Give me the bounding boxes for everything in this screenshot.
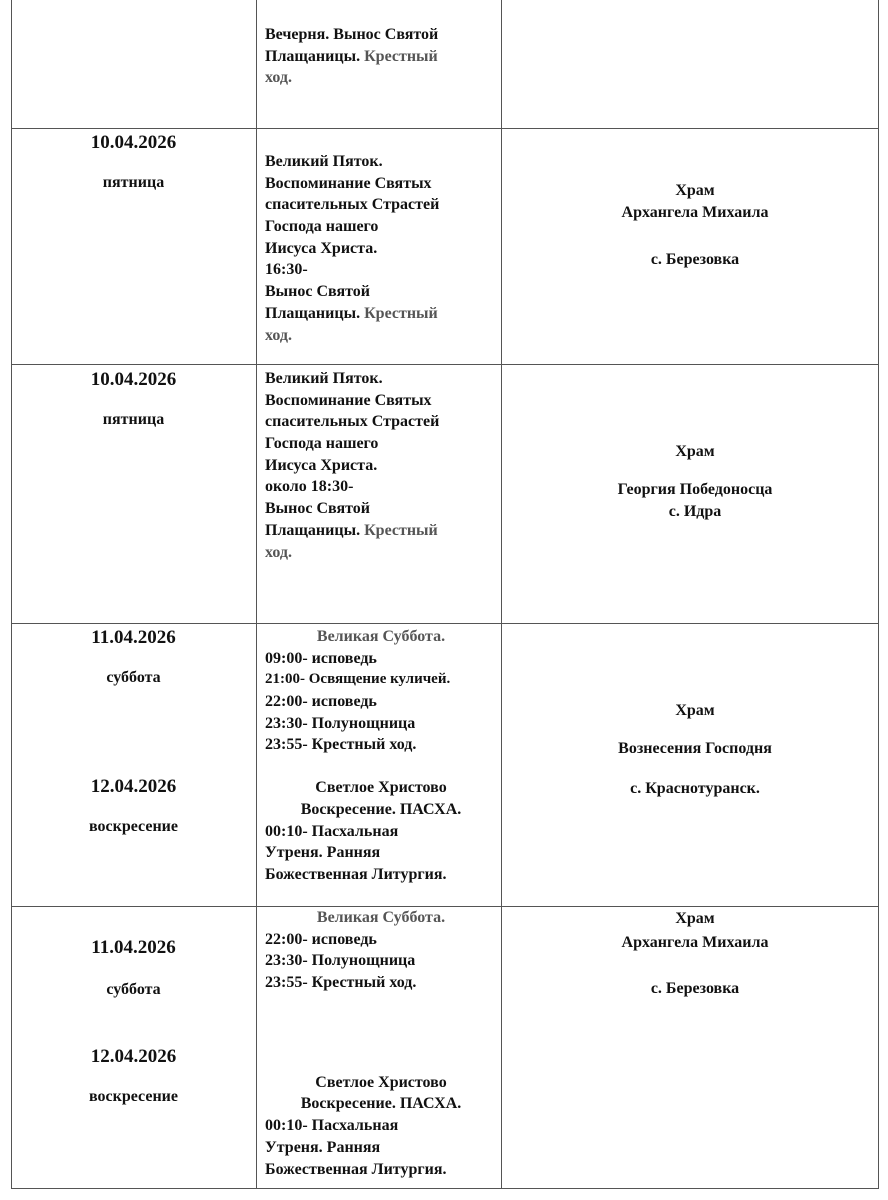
service-line: 22:00- исповедь: [265, 930, 377, 948]
service-line: Великая Суббота.: [316, 628, 446, 645]
service-line: Вынос Святой: [265, 500, 370, 518]
service-cell: [265, 368, 505, 563]
weekday: воскресение: [89, 818, 178, 835]
place-cell: [511, 908, 879, 1000]
service-cell: [265, 24, 505, 89]
service-line: Великая Суббота.: [316, 909, 446, 926]
service-line: Господа нашего: [265, 218, 379, 236]
place-type: Храм: [675, 910, 715, 927]
table-border-right: [878, 0, 879, 1189]
weekday: пятница: [102, 411, 165, 428]
service-line: ход.: [265, 326, 293, 344]
service-line: Светлое Христово: [315, 1073, 447, 1091]
service-line: Великий Пяток.: [265, 370, 383, 387]
service-line: Плащаницы. Крестный: [265, 521, 438, 539]
row-divider: [11, 623, 879, 624]
service-line: Вынос Святой: [265, 283, 370, 301]
service-line: Великий Пяток.: [265, 153, 383, 170]
church-name: Архангела Михаила: [621, 204, 769, 221]
place-type: Храм: [675, 702, 715, 719]
service-line: Вечерня. Вынос Святой: [265, 26, 439, 43]
schedule-table: [11, 0, 879, 1189]
service-line: 00:10- Пасхальная: [265, 822, 399, 840]
row-divider: [11, 364, 879, 365]
village: с. Идра: [668, 503, 722, 520]
service-line: Божественная Литургия.: [265, 865, 447, 883]
service-line: 22:00- исповедь: [265, 693, 377, 711]
church-name: Георгия Победоносца: [617, 481, 773, 498]
service-line: 00:10- Пасхальная: [265, 1117, 399, 1135]
service-line: Светлое Христово: [315, 779, 447, 797]
service-cell: [265, 151, 505, 346]
row-divider: [11, 128, 879, 129]
service-line: 23:55- Крестный ход.: [265, 736, 417, 754]
service-line: 23:30- Полунощница: [265, 714, 416, 732]
service-line: Божественная Литургия.: [265, 1160, 447, 1178]
village: с. Краснотуранск.: [630, 780, 760, 797]
place-cell: [511, 441, 879, 523]
date: 11.04.2026: [91, 627, 176, 648]
service-cell: [265, 626, 505, 886]
service-line: Плащаницы. Крестный: [265, 47, 438, 65]
service-line: ход.: [265, 543, 293, 561]
date: 12.04.2026: [90, 776, 177, 797]
weekday: суббота: [106, 981, 161, 998]
church-name: Архангела Михаила: [621, 934, 769, 951]
service-line: спасительных Страстей: [265, 196, 440, 214]
village: с. Березовка: [650, 980, 740, 997]
service-line: 16:30-: [265, 261, 308, 279]
church-name: Вознесения Господня: [618, 740, 772, 757]
service-line: Утреня. Ранняя: [265, 1138, 381, 1156]
date: 10.04.2026: [90, 369, 177, 390]
place-type: Храм: [675, 182, 715, 199]
date: 12.04.2026: [90, 1046, 177, 1067]
weekday: суббота: [106, 669, 161, 686]
place-type: Храм: [675, 443, 715, 460]
column-divider-1: [256, 0, 257, 1189]
service-line: Иисуса Христа.: [265, 456, 378, 474]
service-line: Господа нашего: [265, 435, 379, 453]
village: с. Березовка: [650, 251, 740, 268]
service-line: Иисуса Христа.: [265, 239, 378, 257]
service-line: Плащаницы. Крестный: [265, 304, 438, 322]
service-line: ход.: [265, 69, 293, 87]
date: 10.04.2026: [90, 132, 177, 153]
service-line: 23:55- Крестный ход.: [265, 974, 417, 992]
service-line: Воспоминание Святых: [265, 174, 432, 192]
service-line: Утреня. Ранняя: [265, 844, 381, 862]
service-line: Воскресение. ПАСХА.: [300, 1095, 462, 1113]
table-border-bottom: [11, 1188, 879, 1189]
date: 11.04.2026: [91, 937, 176, 958]
service-line: 21:00- Освящение куличей.: [265, 671, 451, 688]
service-line: Воскресение. ПАСХА.: [300, 800, 462, 818]
weekday: воскресение: [89, 1088, 178, 1105]
service-line: 09:00- исповедь: [265, 649, 377, 667]
service-line: около 18:30-: [265, 478, 354, 496]
weekday: пятница: [102, 174, 165, 191]
place-cell: [511, 180, 879, 271]
service-line: спасительных Страстей: [265, 413, 440, 431]
service-line: 23:30- Полунощница: [265, 952, 416, 970]
service-line: Воспоминание Святых: [265, 391, 432, 409]
service-cell: [265, 907, 505, 1180]
place-cell: [511, 700, 879, 800]
